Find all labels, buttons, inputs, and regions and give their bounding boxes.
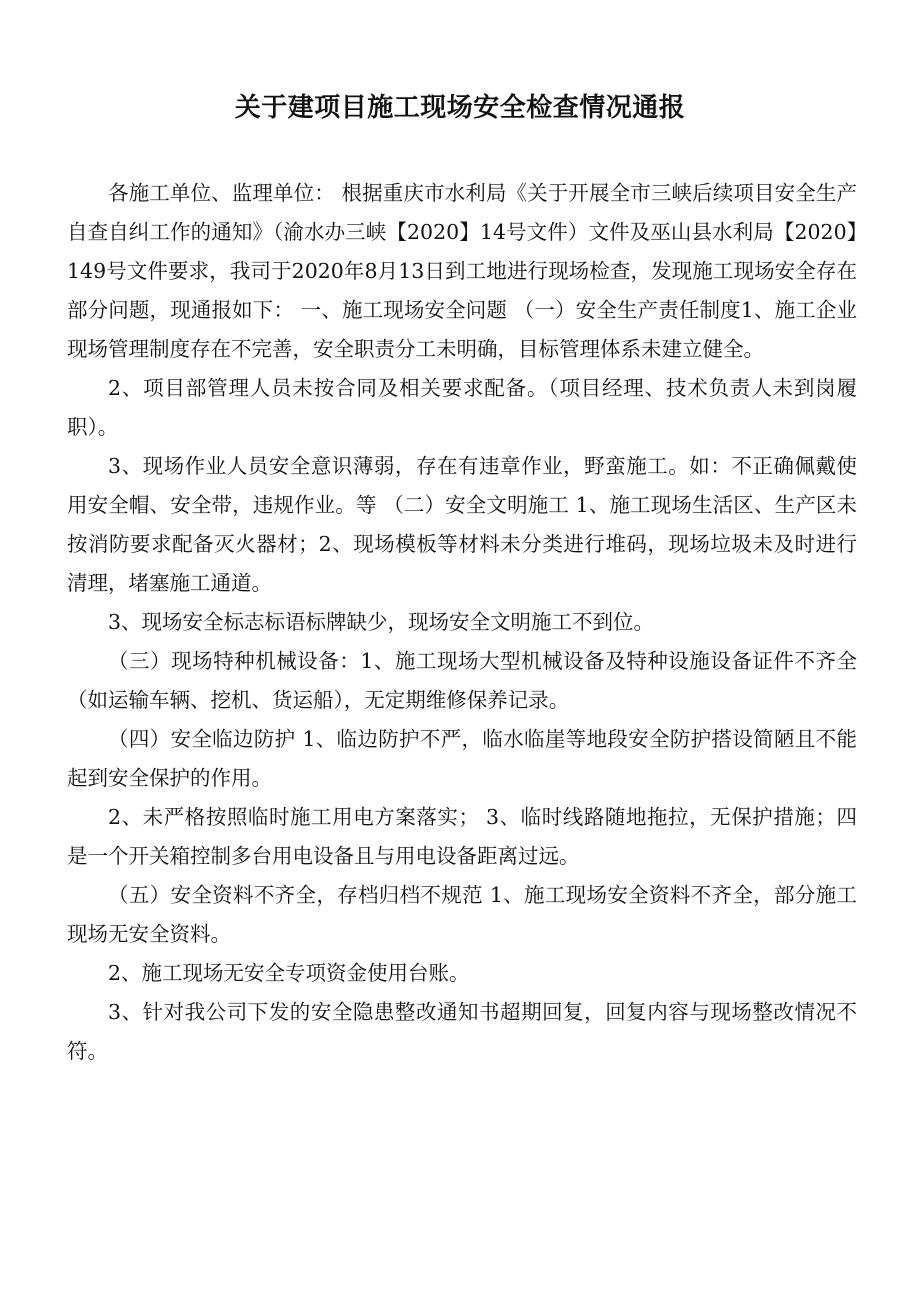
paragraph-staffing: 2、项目部管理人员未按合同及相关要求配备。（项目经理、技术负责人未到岗履职）。 (67, 376, 857, 439)
paragraph-intro: 各施工单位、监理单位： 根据重庆市水利局《关于开展全市三峡后续项目安全生产自查自纠工作的通知》（渝水办三峡【2020】14号文件）文件及巫山县水利局【2020】149号文件要求，我司于2020年8月13日到工地进行现场检查，发现施工现场安全存在部分问题，现通报如下： 一、施工现场安全问题 （一）安全生产责任制度1、施工企业现场管理制度存在不完善，安全职责分工未明确，目标管理体系未建立健全。 (67, 181, 857, 361)
paragraph-safety-awareness: 3、现场作业人员安全意识薄弱，存在有违章作业，野蛮施工。如：不正确佩戴使用安全帽、安全带，违规作业。等 （二）安全文明施工 1、施工现场生活区、生产区未按消防要求配备灭火器材；2、现场模板等材料未分类进行堆码，现场垃圾未及时进行清理，堵塞施工通道。 (67, 454, 857, 595)
paragraph-safety-funds: 2、施工现场无安全专项资金使用台账。 (108, 961, 470, 985)
paragraph-rectification-reply: 3、针对我公司下发的安全隐患整改通知书超期回复，回复内容与现场整改情况不符。 (67, 1000, 857, 1063)
paragraph-signage: 3、现场安全标志标语标牌缺少，现场安全文明施工不到位。 (108, 610, 655, 634)
paragraph-edge-protection: （四）安全临边防护 1、临边防护不严，临水临崖等地段安全防护搭设简陋且不能起到安全保护的作用。 (67, 727, 857, 790)
document-body (67, 174, 857, 1071)
paragraph-safety-records: （五）安全资料不齐全，存档归档不规范 1、施工现场安全资料不齐全，部分施工现场无安全资料。 (67, 883, 857, 946)
document-title: 关于建项目施工现场安全检查情况通报 (234, 93, 686, 123)
paragraph-special-equipment: （三）现场特种机械设备：1、施工现场大型机械设备及特种设施设备证件不齐全（如运输车辆、挖机、货运船），无定期维修保养记录。 (67, 649, 857, 712)
paragraph-electrical: 2、未严格按照临时施工用电方案落实； 3、临时线路随地拖拉，无保护措施；四是一个开关箱控制多台用电设备且与用电设备距离过远。 (67, 805, 857, 868)
